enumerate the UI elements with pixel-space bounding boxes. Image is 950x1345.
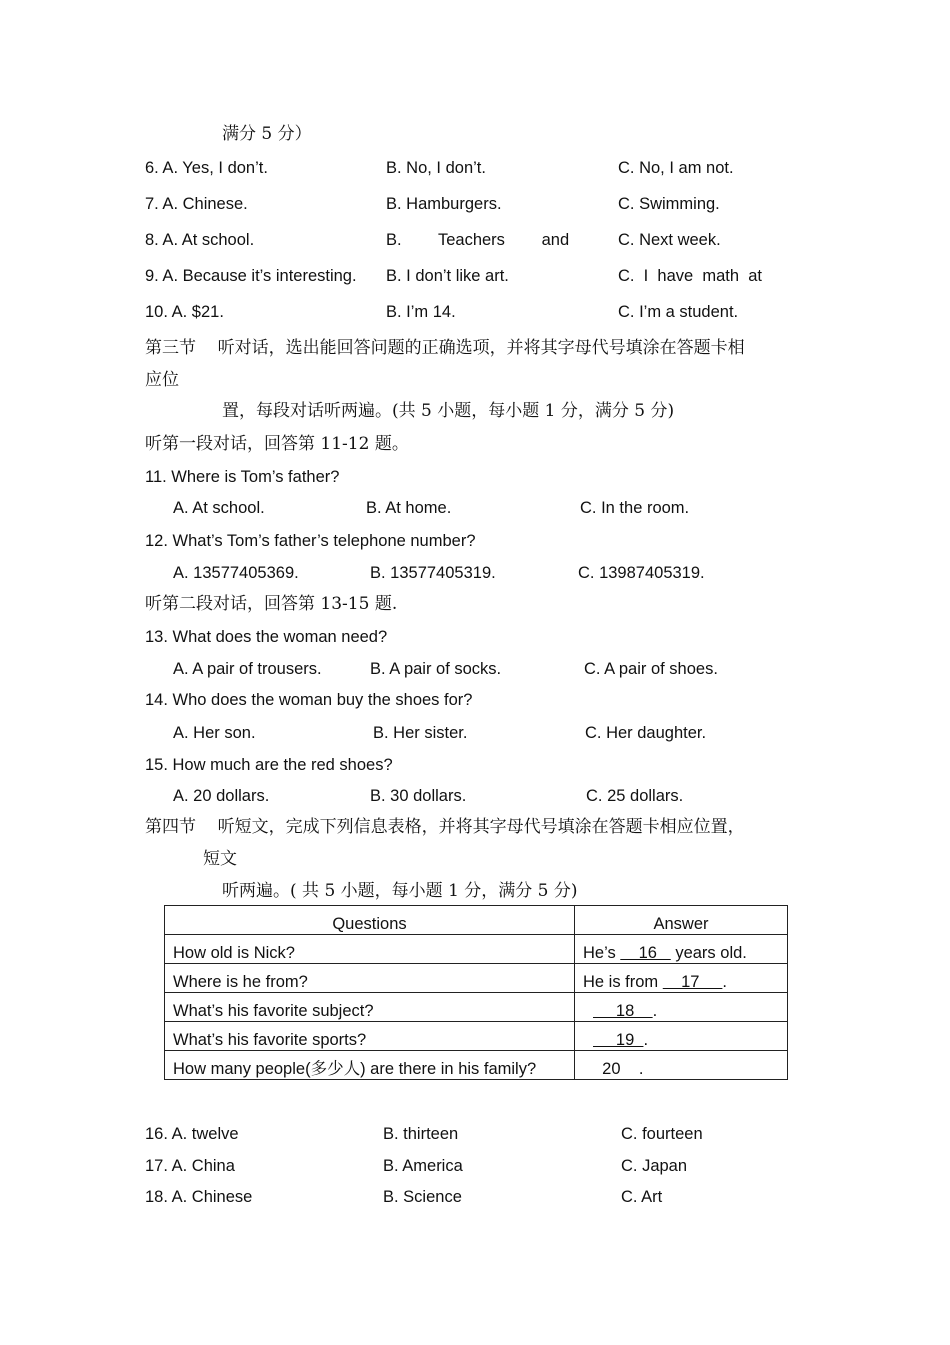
table-question: What’s his favorite sports? [165, 1022, 575, 1051]
table-answer [575, 1022, 788, 1051]
info-table [164, 905, 788, 1080]
q14-option-c: C. Her daughter. [585, 724, 707, 742]
q10-option-c: C. I’m a student. [618, 303, 739, 321]
answer-prefix: He’s [583, 944, 621, 962]
q17-option-c: C. Japan [621, 1157, 688, 1175]
answer-blank: 20 [593, 1060, 639, 1078]
q18-option-b: B. Science [383, 1188, 462, 1206]
table-question: How old is Nick? [165, 935, 575, 964]
table-row [165, 1022, 788, 1051]
q15-question: 15. How much are the red shoes? [145, 756, 393, 774]
answer-blank: 17 [662, 973, 723, 991]
q16-option-b: B. thirteen [383, 1125, 459, 1143]
answer-suffix: . [638, 1060, 644, 1078]
table-row [165, 1051, 788, 1080]
q14-question: 14. Who does the woman buy the shoes for? [145, 691, 473, 709]
answer-prefix: He is from [583, 973, 663, 991]
q6-option-a: 6. A. Yes, I don’t. [145, 159, 268, 177]
section3-instructions: 置，每段对话听两遍。(共 5 小题，每小题 1 分，满分 5 分) [222, 401, 675, 421]
q11-question: 11. Where is Tom’s father? [145, 468, 340, 486]
dialog1-heading: 听第一段对话，回答第 11-12 题。 [145, 434, 409, 454]
table-row [165, 935, 788, 964]
answer-suffix: . [643, 1031, 649, 1049]
answer-blank: 16 [620, 944, 671, 962]
q6-option-c: C. No, I am not. [618, 159, 734, 177]
answer-blank: 18 [593, 1002, 653, 1020]
q16-option-a: 16. A. twelve [145, 1125, 239, 1143]
q7-option-c: C. Swimming. [618, 195, 720, 213]
q10-option-b: B. I’m 14. [386, 303, 456, 321]
q13-option-a: A. A pair of trousers. [173, 660, 322, 678]
q12-option-c: C. 13987405319. [578, 564, 705, 582]
answer-suffix: . [722, 973, 727, 991]
q9-option-a: 9. A. Because it’s interesting. [145, 267, 357, 285]
q9-option-c: C. I have math at [618, 267, 762, 285]
q13-question: 13. What does the woman need? [145, 628, 388, 646]
q11-option-a: A. At school. [173, 499, 265, 517]
answer-suffix: . [652, 1002, 658, 1020]
table-row [165, 964, 788, 993]
table-header-row [165, 906, 788, 935]
answer-suffix: years old. [670, 944, 747, 962]
q7-option-a: 7. A. Chinese. [145, 195, 248, 213]
table-answer [575, 1051, 788, 1080]
q15-option-b: B. 30 dollars. [370, 787, 467, 805]
q12-question: 12. What’s Tom’s father’s telephone number? [145, 532, 476, 550]
q8-option-b: B. Teachers and [386, 231, 570, 249]
q14-option-b: B. Her sister. [373, 724, 468, 742]
q17-option-a: 17. A. China [145, 1157, 235, 1175]
section4-instructions: 听两遍。( 共 5 小题，每小题 1 分，满分 5 分) [222, 881, 578, 901]
q7-option-b: B. Hamburgers. [386, 195, 502, 213]
q16-option-c: C. fourteen [621, 1125, 703, 1143]
q17-option-b: B. America [383, 1157, 463, 1175]
q6-option-b: B. No, I don’t. [386, 159, 486, 177]
q13-option-b: B. A pair of socks. [370, 660, 502, 678]
table-row [165, 993, 788, 1022]
dialog2-heading: 听第二段对话，回答第 13-15 题. [145, 594, 398, 614]
q18-option-c: C. Art [621, 1188, 663, 1206]
q11-option-c: C. In the room. [580, 499, 690, 517]
header-answer: Answer [575, 906, 788, 935]
table-answer [575, 993, 788, 1022]
q15-option-a: A. 20 dollars. [173, 787, 270, 805]
table-answer [575, 935, 788, 964]
table-question: Where is he from? [165, 964, 575, 993]
header-questions: Questions [165, 906, 575, 935]
q15-option-c: C. 25 dollars. [586, 787, 684, 805]
q9-option-b: B. I don’t like art. [386, 267, 509, 285]
answer-blank: 19 [593, 1031, 644, 1049]
table-question: What’s his favorite subject? [165, 993, 575, 1022]
section2-tail: 满分 5 分） [222, 124, 312, 144]
table-question: How many people(多少人) are there in his family? [165, 1051, 575, 1080]
section4-heading: 第四节 听短文，完成下列信息表格，并将其字母代号填涂在答题卡相应位置， [145, 817, 745, 837]
q12-option-a: A. 13577405369. [173, 564, 299, 582]
q8-option-a: 8. A. At school. [145, 231, 255, 249]
table-answer [575, 964, 788, 993]
section3-heading-cont: 应位 [145, 370, 179, 390]
q10-option-a: 10. A. $21. [145, 303, 224, 321]
q18-option-a: 18. A. Chinese [145, 1188, 253, 1206]
section3-heading: 第三节 听对话，选出能回答问题的正确选项，并将其字母代号填涂在答题卡相 [145, 338, 745, 358]
q12-option-b: B. 13577405319. [370, 564, 496, 582]
q14-option-a: A. Her son. [173, 724, 256, 742]
q11-option-b: B. At home. [366, 499, 452, 517]
q13-option-c: C. A pair of shoes. [584, 660, 718, 678]
q8-option-c: C. Next week. [618, 231, 721, 249]
section4-heading-cont: 短文 [203, 849, 237, 869]
